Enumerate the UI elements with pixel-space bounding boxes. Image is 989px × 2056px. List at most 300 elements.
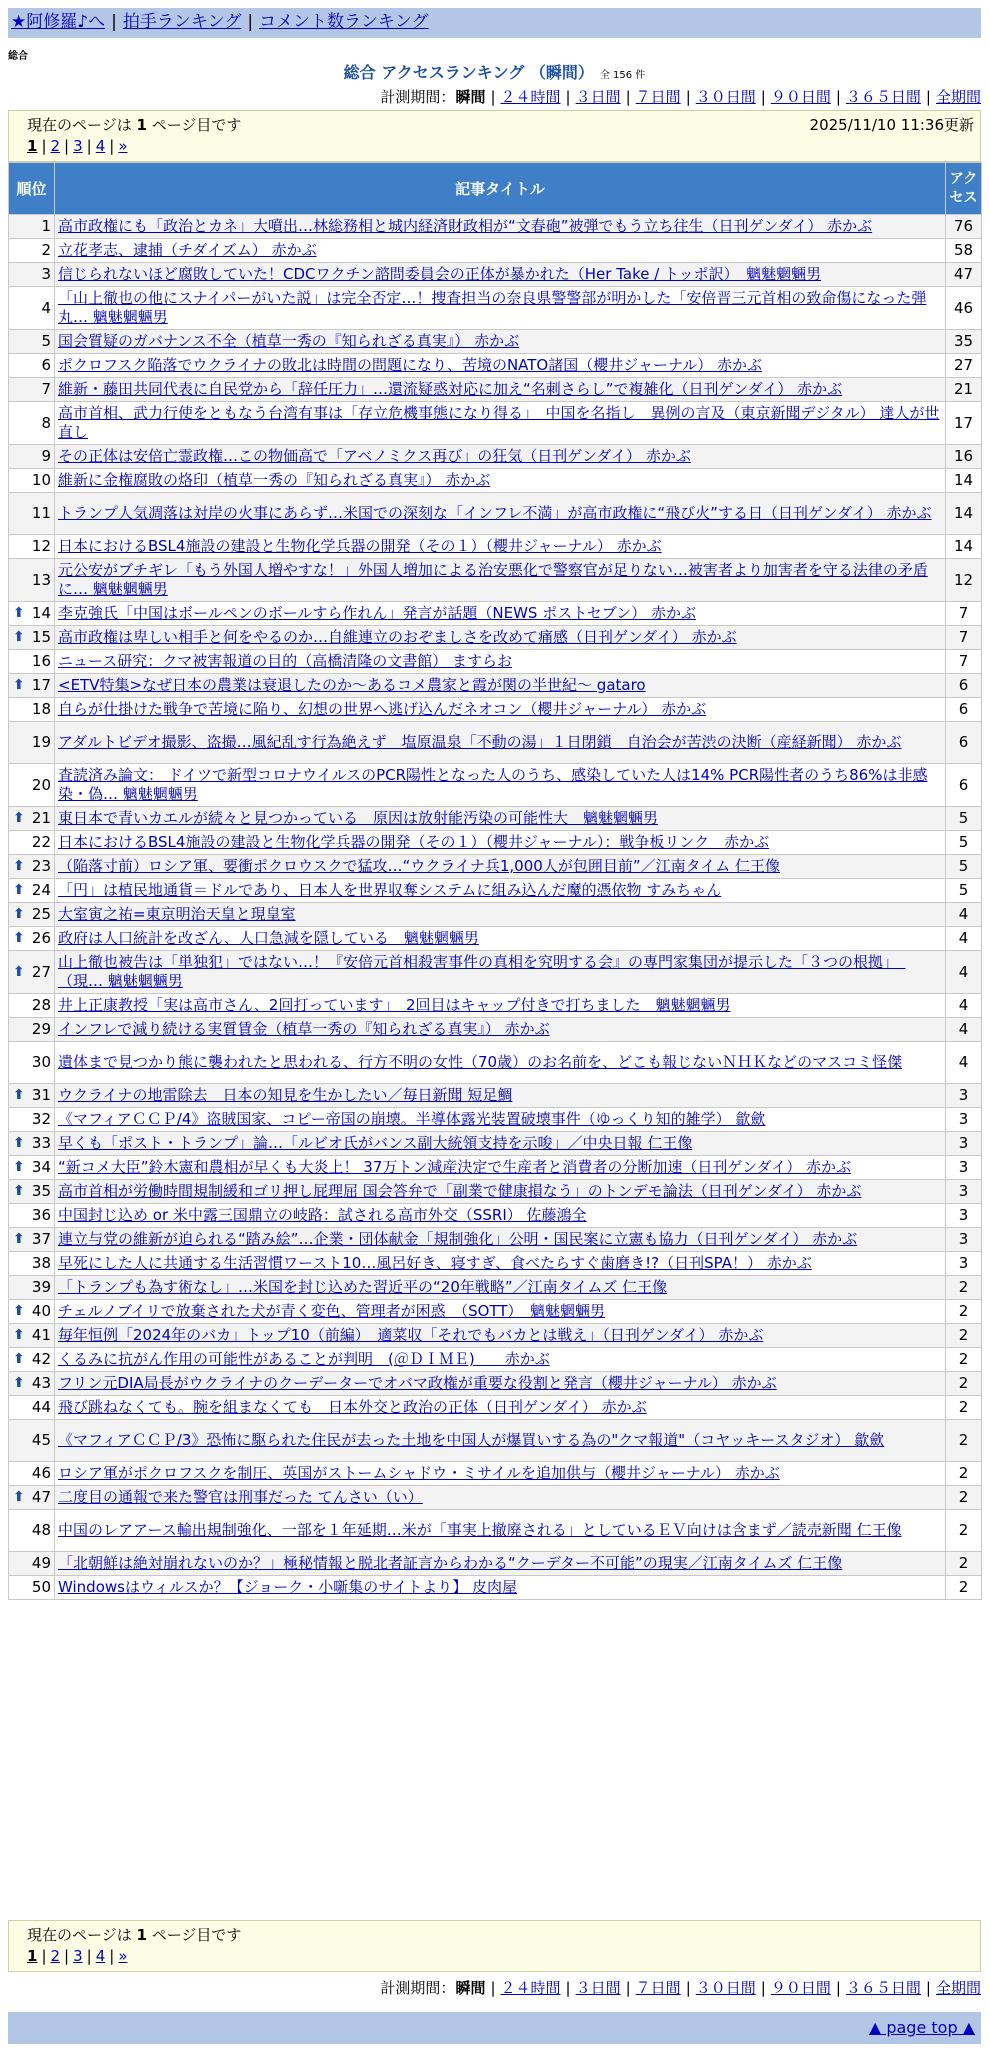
access-count: 3 [946, 1084, 982, 1108]
access-count: 2 [946, 1420, 982, 1462]
access-count: 27 [946, 354, 982, 378]
article-link[interactable]: 毎年恒例「2024年のバカ」トップ10（前編） 適菜収「それでもバカとは戦え」（日刊ゲンダイ） 赤かぶ [58, 1326, 764, 1344]
nav-separator: | [111, 12, 117, 32]
article-link[interactable]: 「トランプも為す術なし」…米国を封じ込めた習近平の“20年戦略”／江南タイムズ 仁王像 [58, 1278, 668, 1296]
table-row [9, 445, 982, 469]
rank-number: 35 [31, 1182, 51, 1200]
access-count: 2 [946, 1372, 982, 1396]
access-count: 2 [946, 1324, 982, 1348]
title-column-header: 記事タイトル [55, 163, 946, 215]
access-count: 5 [946, 807, 982, 831]
access-count: 7 [946, 650, 982, 674]
rank-number: 38 [31, 1254, 51, 1272]
title-cell [55, 1132, 946, 1156]
article-link[interactable]: 「北朝鮮は絶対崩れないのか？」極秘情報と脱北者証言からわかる“クーデター不可能”の現実／江南タイムズ 仁王像 [58, 1554, 843, 1572]
rank-up-arrow-icon: ⬆ [13, 906, 25, 922]
access-count: 7 [946, 626, 982, 650]
rank-up-arrow-icon: ⬆ [13, 858, 25, 874]
article-link[interactable]: 早死にした人に共通する生活習慣ワースト10…風呂好き、寝すぎ、食べたらすぐ歯磨き!?（日刊SPA！） 赤かぶ [58, 1254, 812, 1272]
page-separator: | [41, 1947, 47, 1965]
access-count: 21 [946, 378, 982, 402]
rank-cell [9, 1228, 55, 1252]
title-cell [55, 493, 946, 535]
period-separator: | [925, 1979, 931, 1997]
page-separator: | [86, 137, 92, 155]
top-navigation-links [8, 8, 981, 36]
title-cell [55, 1552, 946, 1576]
table-row [9, 263, 982, 287]
table-row [9, 1510, 982, 1552]
rank-cell [9, 445, 55, 469]
access-column-header: アクセス [946, 163, 982, 215]
period-current: 瞬間 [455, 1979, 486, 1997]
table-row [9, 469, 982, 493]
rank-number: 31 [31, 1086, 51, 1104]
page-top-link[interactable]: ▲ page top ▲ [868, 2018, 975, 2037]
rank-number: 36 [31, 1206, 51, 1224]
rank-cell [9, 239, 55, 263]
period-separator: | [760, 88, 766, 106]
period-link-2-top[interactable]: ３日間 [575, 88, 621, 106]
access-count: 12 [946, 559, 982, 602]
period-link-2-bottom[interactable]: ３日間 [575, 1979, 621, 1997]
rank-up-arrow-icon: ⬆ [13, 1351, 25, 1367]
access-count: 5 [946, 879, 982, 903]
period-link-6-top[interactable]: ３６５日間 [845, 88, 921, 106]
rank-cell [9, 698, 55, 722]
article-link[interactable]: その正体は安倍亡霊政権…この物価高で「アベノミクス再び」の狂気（日刊ゲンダイ） 赤かぶ [58, 447, 691, 465]
article-link[interactable]: 中国のレアアース輸出規制強化、一部を１年延期…米が「事実上撤廃される」としているＥＶ向けは含まず／読売新聞 仁王像 [58, 1521, 902, 1539]
page-link-2[interactable]: 2 [50, 137, 61, 155]
article-link[interactable]: ニュース研究：クマ被害報道の目的（高橋清隆の文書館） ますらお [58, 652, 513, 670]
table-row [9, 1180, 982, 1204]
pager-bottom [8, 1920, 981, 1972]
title-cell [55, 1204, 946, 1228]
rank-column-header: 順位 [9, 163, 55, 215]
table-row [9, 1276, 982, 1300]
rank-cell [9, 764, 55, 807]
period-link-4-bottom[interactable]: ３０日間 [695, 1979, 756, 1997]
rank-cell [9, 1276, 55, 1300]
period-label: 計測期間： [380, 88, 456, 106]
nav-separator: | [247, 12, 254, 32]
rank-cell [9, 354, 55, 378]
article-link[interactable]: 早くも「ポスト・トランプ」論…「ルビオ氏がバンス副大統領支持を示唆」／中央日報 仁王像 [58, 1134, 693, 1152]
rank-cell [9, 831, 55, 855]
page-status [27, 1924, 241, 1945]
page-separator: | [64, 1947, 70, 1965]
article-link[interactable]: 「山上徹也の他にスナイパーがいた説」は完全否定…！捜査担当の奈良県警警部が明かした「安倍晋三元首相の致命傷になった弾丸… 魑魅魍魎男 [58, 289, 927, 326]
page-link-2[interactable]: 2 [50, 1947, 61, 1965]
rank-up-arrow-icon: ⬆ [13, 1303, 25, 1319]
rank-number: 12 [31, 537, 51, 555]
rank-up-arrow-icon: ⬆ [13, 1135, 25, 1151]
table-row [9, 215, 982, 239]
access-count: 3 [946, 1180, 982, 1204]
rank-cell [9, 807, 55, 831]
table-row [9, 535, 982, 559]
period-label: 計測期間： [380, 1979, 456, 1997]
period-link-7-bottom[interactable]: 全期間 [935, 1979, 981, 1997]
access-count: 6 [946, 698, 982, 722]
rank-up-arrow-icon: ⬆ [13, 1327, 25, 1343]
period-link-6-bottom[interactable]: ３６５日間 [845, 1979, 921, 1997]
access-count: 2 [946, 1300, 982, 1324]
rank-number: 37 [31, 1230, 51, 1248]
ranking-title: 総合 アクセスランキング （瞬間） [343, 63, 594, 82]
nav-link-1[interactable]: ★阿修羅♪へ [11, 12, 106, 32]
table-row [9, 698, 982, 722]
access-count: 4 [946, 994, 982, 1018]
article-link[interactable]: 日本におけるBSL4施設の建設と生物化学兵器の開発（その１）（櫻井ジャーナル） 赤かぶ [58, 537, 662, 555]
rank-number: 26 [31, 929, 51, 947]
nav-link-2[interactable]: 拍手ランキング [122, 12, 242, 32]
rank-number: 33 [31, 1134, 51, 1152]
rank-number: 50 [31, 1578, 51, 1596]
table-row [9, 722, 982, 764]
article-link[interactable]: ポクロフスク陥落でウクライナの敗北は時間の問題になり、苦境のNATO諸国（櫻井ジャーナル） 赤かぶ [58, 356, 762, 374]
title-cell [55, 559, 946, 602]
rank-number: 14 [31, 604, 51, 622]
article-link[interactable]: 連立与党の維新が迫られる“踏み絵”…企業・団体献金「規制強化」公明・国民案に立憲も協力（日刊ゲンダイ） 赤かぶ [58, 1230, 858, 1248]
page-link-4[interactable]: 4 [95, 1947, 106, 1965]
article-link[interactable]: 立花孝志、逮捕（チダイズム） 赤かぶ [58, 241, 317, 259]
page-separator: | [109, 137, 115, 155]
table-row [9, 1372, 982, 1396]
table-row [9, 855, 982, 879]
title-cell [55, 1348, 946, 1372]
access-count: 2 [946, 1462, 982, 1486]
article-link[interactable]: 政府は人口統計を改ざん、人口急減を隠している 魑魅魍魎男 [58, 929, 479, 947]
table-row [9, 807, 982, 831]
table-row [9, 879, 982, 903]
article-link[interactable]: アダルトビデオ撮影、盗撮…風紀乱す行為絶えず 塩原温泉「不動の湯」１日閉鎖 自治会が苦渋の決断（産経新聞） 赤かぶ [58, 733, 902, 751]
period-link-3-bottom[interactable]: ７日間 [635, 1979, 681, 1997]
rank-cell [9, 330, 55, 354]
rank-number: 4 [41, 298, 51, 317]
rank-number: 16 [31, 652, 51, 670]
table-row [9, 1228, 982, 1252]
rank-number: 21 [31, 809, 51, 827]
table-row [9, 402, 982, 445]
title-cell [55, 1510, 946, 1552]
title-cell [55, 927, 946, 951]
title-cell [55, 602, 946, 626]
rank-number: 41 [31, 1326, 51, 1344]
rank-number: 45 [31, 1431, 51, 1449]
rank-cell [9, 1324, 55, 1348]
title-cell [55, 1156, 946, 1180]
access-count: 4 [946, 903, 982, 927]
table-row [9, 994, 982, 1018]
article-link[interactable]: 二度目の通報で来た警官は刑事だった てんさい（い） [58, 1488, 423, 1506]
period-link-1-bottom[interactable]: ２４時間 [500, 1979, 561, 1997]
access-count: 3 [946, 1132, 982, 1156]
table-row [9, 1252, 982, 1276]
rank-number: 32 [31, 1110, 51, 1128]
table-row [9, 1132, 982, 1156]
period-separator: | [490, 1979, 496, 1997]
rank-cell [9, 1084, 55, 1108]
access-count: 3 [946, 1228, 982, 1252]
title-cell [55, 764, 946, 807]
article-link[interactable]: 高市首相が労働時間規制緩和ゴリ押し屁理屈 国会答弁で「副業で健康損なう」のトンデモ論法（日刊ゲンダイ） 赤かぶ [58, 1182, 862, 1200]
rank-number: 15 [31, 628, 51, 646]
title-cell [55, 722, 946, 764]
current-page-number: 1 [136, 1926, 147, 1944]
article-link[interactable]: 日本におけるBSL4施設の建設と生物化学兵器の開発（その１）（櫻井ジャーナル）：戦争板リンク 赤かぶ [58, 833, 770, 851]
rank-cell [9, 1576, 55, 1600]
access-count: 6 [946, 674, 982, 698]
title-cell [55, 1486, 946, 1510]
period-link-4-top[interactable]: ３０日間 [695, 88, 756, 106]
article-link[interactable]: 自らが仕掛けた戦争で苦境に陥り、幻想の世界へ逃げ込んだネオコン（櫻井ジャーナル） 赤かぶ [58, 700, 707, 718]
article-link[interactable]: ロシア軍がポクロフスクを制圧、英国がストームシャドウ・ミサイルを追加供与（櫻井ジャーナル） 赤かぶ [58, 1464, 780, 1482]
article-link[interactable]: 維新に金権腐敗の烙印（植草一秀の『知られざる真実』） 赤かぶ [58, 471, 491, 489]
page-current: 1 [27, 1947, 38, 1965]
rank-cell [9, 879, 55, 903]
rank-cell [9, 1018, 55, 1042]
access-count: 14 [946, 469, 982, 493]
article-link[interactable]: 飛び跳ねなくても。腕を組まなくても 日本外交と政治の正体（日刊ゲンダイ） 赤かぶ [58, 1398, 647, 1416]
table-row [9, 354, 982, 378]
title-cell [55, 1042, 946, 1084]
rank-cell [9, 378, 55, 402]
next-page-link[interactable]: » [118, 137, 128, 155]
table-row [9, 1300, 982, 1324]
rank-cell [9, 1180, 55, 1204]
rank-cell [9, 215, 55, 239]
pager-top [8, 110, 981, 162]
title-cell [55, 263, 946, 287]
article-link[interactable]: 国会質疑のガバナンス不全（植草一秀の『知られざる真実』） 赤かぶ [58, 332, 520, 350]
period-selector-bottom [380, 1977, 981, 1998]
article-link[interactable]: （陥落寸前）ロシア軍、要衝ポクロウスクで猛攻…“ウクライナ兵1,000人が包囲目前”／江南タイム 仁王像 [58, 857, 781, 875]
period-separator: | [760, 1979, 766, 1997]
rank-number: 23 [31, 857, 51, 875]
table-row [9, 287, 982, 330]
table-row [9, 650, 982, 674]
page-link-3[interactable]: 3 [73, 1947, 83, 1965]
page-status-prefix: 現在のページは [27, 116, 132, 134]
page-status [27, 114, 241, 135]
page-separator: | [64, 137, 70, 155]
rank-cell [9, 402, 55, 445]
title-cell [55, 287, 946, 330]
title-cell [55, 879, 946, 903]
access-count: 3 [946, 1252, 982, 1276]
page-current: 1 [27, 137, 38, 155]
rank-cell [9, 1300, 55, 1324]
rank-number: 47 [31, 1488, 51, 1506]
last-updated: 2025/11/10 11:36更新 [809, 116, 974, 134]
rank-number: 44 [31, 1398, 51, 1416]
article-link[interactable]: 信じられないほど腐敗していた！CDCワクチン諮問委員会の正体が暴かれた（Her Take / トッポ訳） 魑魅魍魎男 [58, 265, 822, 283]
access-count: 2 [946, 1510, 982, 1552]
title-cell [55, 1084, 946, 1108]
total-count: 全 156 件 [599, 70, 646, 81]
article-link[interactable]: 「円」は植民地通貨＝ドルであり、日本人を世界収奪システムに組み込んだ魔的憑依物 すみちゃん [58, 881, 722, 899]
access-count: 3 [946, 1156, 982, 1180]
rank-up-arrow-icon: ⬆ [13, 882, 25, 898]
period-current: 瞬間 [455, 88, 486, 106]
access-count: 46 [946, 287, 982, 330]
rank-cell [9, 493, 55, 535]
period-separator: | [835, 88, 841, 106]
rank-up-arrow-icon: ⬆ [13, 930, 25, 946]
table-row [9, 903, 982, 927]
article-link[interactable]: 維新・藤田共同代表に自民党から「辞任圧力」…還流疑惑対応に加え“名刺さらし”で複雑化（日刊ゲンダイ） 赤かぶ [58, 380, 843, 398]
rank-number: 24 [31, 881, 51, 899]
current-page-number: 1 [136, 116, 147, 134]
access-count: 6 [946, 764, 982, 807]
rank-up-arrow-icon: ⬆ [13, 677, 25, 693]
rank-number: 3 [41, 265, 51, 283]
article-link[interactable]: 高市政権は卑しい相手と何をやるのか…自維連立のおぞましさを改めて痛感（日刊ゲンダイ） 赤かぶ [58, 628, 737, 646]
nav-link-3[interactable]: コメント数ランキング [259, 12, 429, 32]
access-count: 76 [946, 215, 982, 239]
table-row [9, 831, 982, 855]
title-cell [55, 626, 946, 650]
table-row [9, 1420, 982, 1462]
rank-up-arrow-icon: ⬆ [13, 810, 25, 826]
article-link[interactable]: インフレで減り続ける実質賃金（植草一秀の『知られざる真実』） 赤かぶ [58, 1020, 550, 1038]
period-separator: | [685, 88, 691, 106]
rank-cell [9, 1348, 55, 1372]
table-row [9, 1348, 982, 1372]
access-count: 14 [946, 535, 982, 559]
access-count: 14 [946, 493, 982, 535]
title-cell [55, 354, 946, 378]
rank-number: 48 [31, 1521, 51, 1539]
access-count: 2 [946, 1576, 982, 1600]
rank-cell [9, 1486, 55, 1510]
period-separator: | [490, 88, 496, 106]
period-link-5-top[interactable]: ９０日間 [770, 88, 831, 106]
rank-number: 2 [41, 241, 51, 259]
article-link[interactable]: 元公安がブチギレ「もう外国人増やすな！」外国人増加による治安悪化で警察官が足りない…被害者より加害者を守る法律の矛盾に… 魑魅魍魎男 [58, 561, 928, 598]
rank-number: 28 [31, 996, 51, 1014]
access-count: 4 [946, 927, 982, 951]
rank-number: 34 [31, 1158, 51, 1176]
access-count: 2 [946, 1276, 982, 1300]
title-cell [55, 1420, 946, 1462]
article-link[interactable]: 大室寅之祐=東京明治天皇と現皇室 [58, 905, 296, 923]
rank-cell [9, 855, 55, 879]
article-link[interactable]: 《マフィアＣＣＰ/3》恐怖に駆られた住民が去った土地を中国人が爆買いする為の"クマ報道"（コヤッキースタジオ） 歙歛 [58, 1431, 885, 1449]
title-cell [55, 1372, 946, 1396]
title-cell [55, 903, 946, 927]
rank-cell [9, 994, 55, 1018]
rank-number: 11 [31, 504, 51, 522]
article-link[interactable]: 高市首相、武力行使をともなう台湾有事は「存立危機事態になり得る」 中国を名指し 異例の言及（東京新聞デジタル） 達人が世直し [58, 404, 940, 441]
article-link[interactable]: “新コメ大臣”鈴木憲和農相が早くも大炎上！ 37万トン減産決定で生産者と消費者の分断加速（日刊ゲンダイ） 赤かぶ [58, 1158, 851, 1176]
table-row [9, 330, 982, 354]
article-link[interactable]: ウクライナの地雷除去 日本の知見を生かしたい／毎日新聞 短足鯛 [58, 1086, 513, 1104]
rank-number: 6 [41, 356, 51, 374]
article-link[interactable]: 高市政権にも「政治とカネ」大噴出…林総務相と城内経済財政相が“文春砲”被弾でもう立ち往生（日刊ゲンダイ） 赤かぶ [58, 217, 873, 235]
article-link[interactable]: 《マフィアＣＣＰ/4》盗賊国家、コピー帝国の崩壊。半導体露光装置破壊事件（ゆっくり知的雑学） 歙歛 [58, 1110, 766, 1128]
period-link-1-top[interactable]: ２４時間 [500, 88, 561, 106]
rank-cell [9, 1156, 55, 1180]
rank-number: 49 [31, 1554, 51, 1572]
period-separator: | [565, 88, 571, 106]
table-row [9, 1396, 982, 1420]
article-link[interactable]: 遺体まで見つかり熊に襲われたと思われる、行方不明の女性（70歳）のお名前を、どこも報じないＮＨＫなどのマスコミ怪傑 [58, 1053, 903, 1071]
access-count: 4 [946, 951, 982, 994]
table-row [9, 493, 982, 535]
access-count: 2 [946, 1396, 982, 1420]
article-link[interactable]: 山上徹也被告は「単独犯」ではない…！『安倍元首相殺害事件の真相を究明する会』の専門家集団が提示した「３つの根拠」 （現… 魑魅魍魎男 [58, 953, 906, 990]
article-link[interactable]: Windowsはウィルスか？【ジョーク・小噺集のサイトより】 皮肉屋 [58, 1578, 518, 1596]
article-link[interactable]: くるみに抗がん作用の可能性があることが判明 (＠ＤＩＭＥ) 赤かぶ [58, 1350, 550, 1368]
category-label: 総合 [8, 51, 28, 62]
article-link[interactable]: 井上正康教授「実は高市さん、2回打っています」 2回目はキャップ付きで打ちました 魑魅魍魎男 [58, 996, 731, 1014]
rank-number: 20 [31, 775, 51, 794]
ranking-table [8, 162, 982, 1600]
table-row [9, 1576, 982, 1600]
rank-number: 29 [31, 1020, 51, 1038]
article-link[interactable]: 東日本で青いカエルが続々と見つかっている 原因は放射能汚染の可能性大 魑魅魍魎男 [58, 809, 659, 827]
table-header-row [9, 163, 982, 215]
rank-number: 22 [31, 833, 51, 851]
article-link[interactable]: <ETV特集>なぜ日本の農業は衰退したのか～あるコメ農家と霞が関の半世紀～ gataro [58, 676, 646, 694]
title-cell [55, 1576, 946, 1600]
access-count: 5 [946, 855, 982, 879]
rank-up-arrow-icon: ⬆ [13, 1087, 25, 1103]
period-link-7-top[interactable]: 全期間 [935, 88, 981, 106]
page-separator: | [86, 1947, 92, 1965]
table-row [9, 1204, 982, 1228]
next-page-link[interactable]: » [118, 1947, 128, 1965]
title-cell [55, 951, 946, 994]
table-row [9, 378, 982, 402]
article-link[interactable]: フリン元DIA局長がウクライナのクーデーターでオバマ政権が重要な役割と発言（櫻井ジャーナル） 赤かぶ [58, 1374, 777, 1392]
article-link[interactable]: 中国封じ込め or 米中露三国鼎立の岐路：試される高市外交（SSRI） 佐藤鴻全 [58, 1206, 587, 1224]
period-link-3-top[interactable]: ７日間 [635, 88, 681, 106]
rank-cell [9, 1252, 55, 1276]
rank-number: 43 [31, 1374, 51, 1392]
title-cell [55, 1252, 946, 1276]
rank-cell [9, 1552, 55, 1576]
rank-cell [9, 1396, 55, 1420]
article-link[interactable]: 李克強氏「中国はボールペンのボールすら作れん」発言が話題（NEWS ポストセブン） 赤かぶ [58, 604, 696, 622]
page-link-3[interactable]: 3 [73, 137, 83, 155]
title-cell [55, 1108, 946, 1132]
table-row [9, 1486, 982, 1510]
period-separator: | [835, 1979, 841, 1997]
rank-cell [9, 263, 55, 287]
article-link[interactable]: チェルノブイリで放棄された犬が青く変色、管理者が困惑 （SOTT） 魑魅魍魎男 [58, 1302, 605, 1320]
period-link-5-bottom[interactable]: ９０日間 [770, 1979, 831, 1997]
rank-cell [9, 1420, 55, 1462]
article-link[interactable]: トランプ人気凋落は対岸の火事にあらず…米国での深刻な「インフレ不満」が高市政権に“飛び火”する日（日刊ゲンダイ） 赤かぶ [58, 504, 932, 522]
title-cell [55, 674, 946, 698]
page-link-4[interactable]: 4 [95, 137, 106, 155]
title-cell [55, 1180, 946, 1204]
page-separator: | [41, 137, 47, 155]
rank-cell [9, 1462, 55, 1486]
title-cell [55, 698, 946, 722]
rank-number: 30 [31, 1053, 51, 1071]
title-cell [55, 215, 946, 239]
page-links-top [27, 137, 128, 155]
rank-cell [9, 287, 55, 330]
access-count: 17 [946, 402, 982, 445]
access-count: 4 [946, 1018, 982, 1042]
article-link[interactable]: 査読済み論文： ドイツで新型コロナウイルスのPCR陽性となった人のうち、感染していた人は14% PCR陽性者のうち86%は非感染・偽… 魑魅魍魎男 [58, 766, 928, 803]
access-count: 16 [946, 445, 982, 469]
